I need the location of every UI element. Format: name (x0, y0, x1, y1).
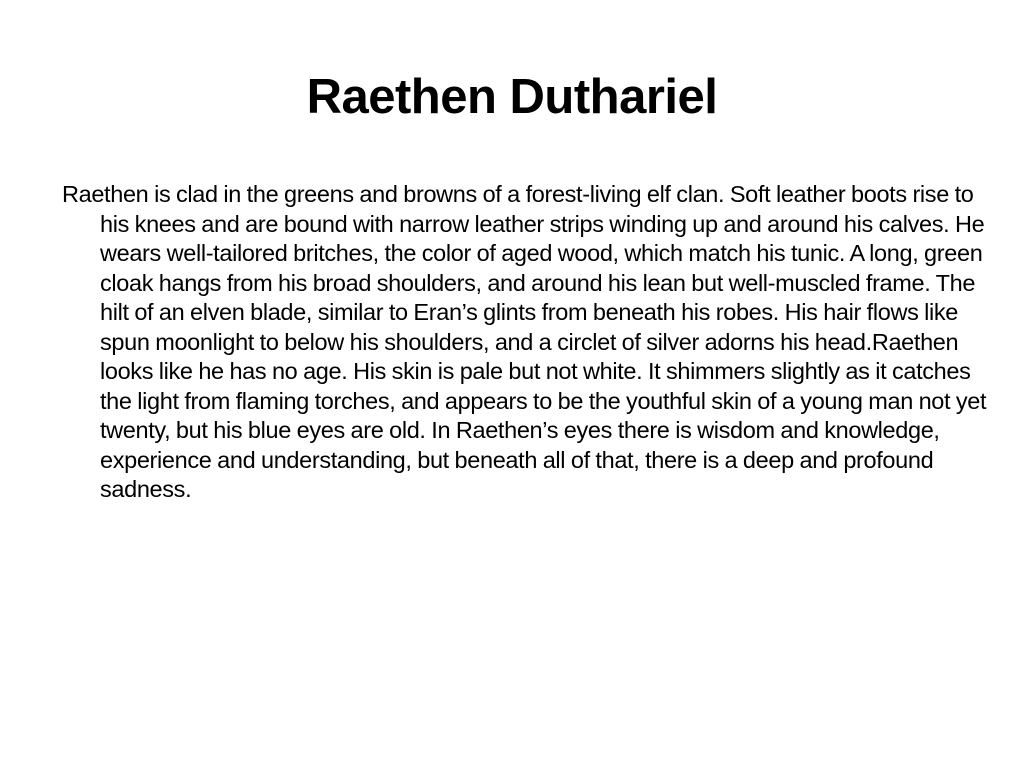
slide-title: Raethen Duthariel (306, 70, 718, 124)
slide-body-text: Raethen is clad in the greens and browns of a forest-living elf clan. Soft leather boots rise to his knees and are bound with narrow leather strips winding up and around his calves. He wears well-tailored britches, the color of aged wood, which match his tunic. A long, green cloak hangs from his broad shoulders, and around his lean but well-muscled frame. The hilt of an elven blade, similar to Eran’s glints from beneath his robes. His hair flows like spun moonlight to below his shoulders, and a circlet of silver adorns his head.Raethen looks like he has no age. His skin is pale but not white. It shimmers slightly as it catches the light from flaming torches, and appears to be the youthful skin of a young man not yet twenty, but his blue eyes are old. In Raethen’s eyes there is wisdom and knowledge, experience and understanding, but beneath all of that, there is a deep and profound sadness. (62, 181, 987, 502)
